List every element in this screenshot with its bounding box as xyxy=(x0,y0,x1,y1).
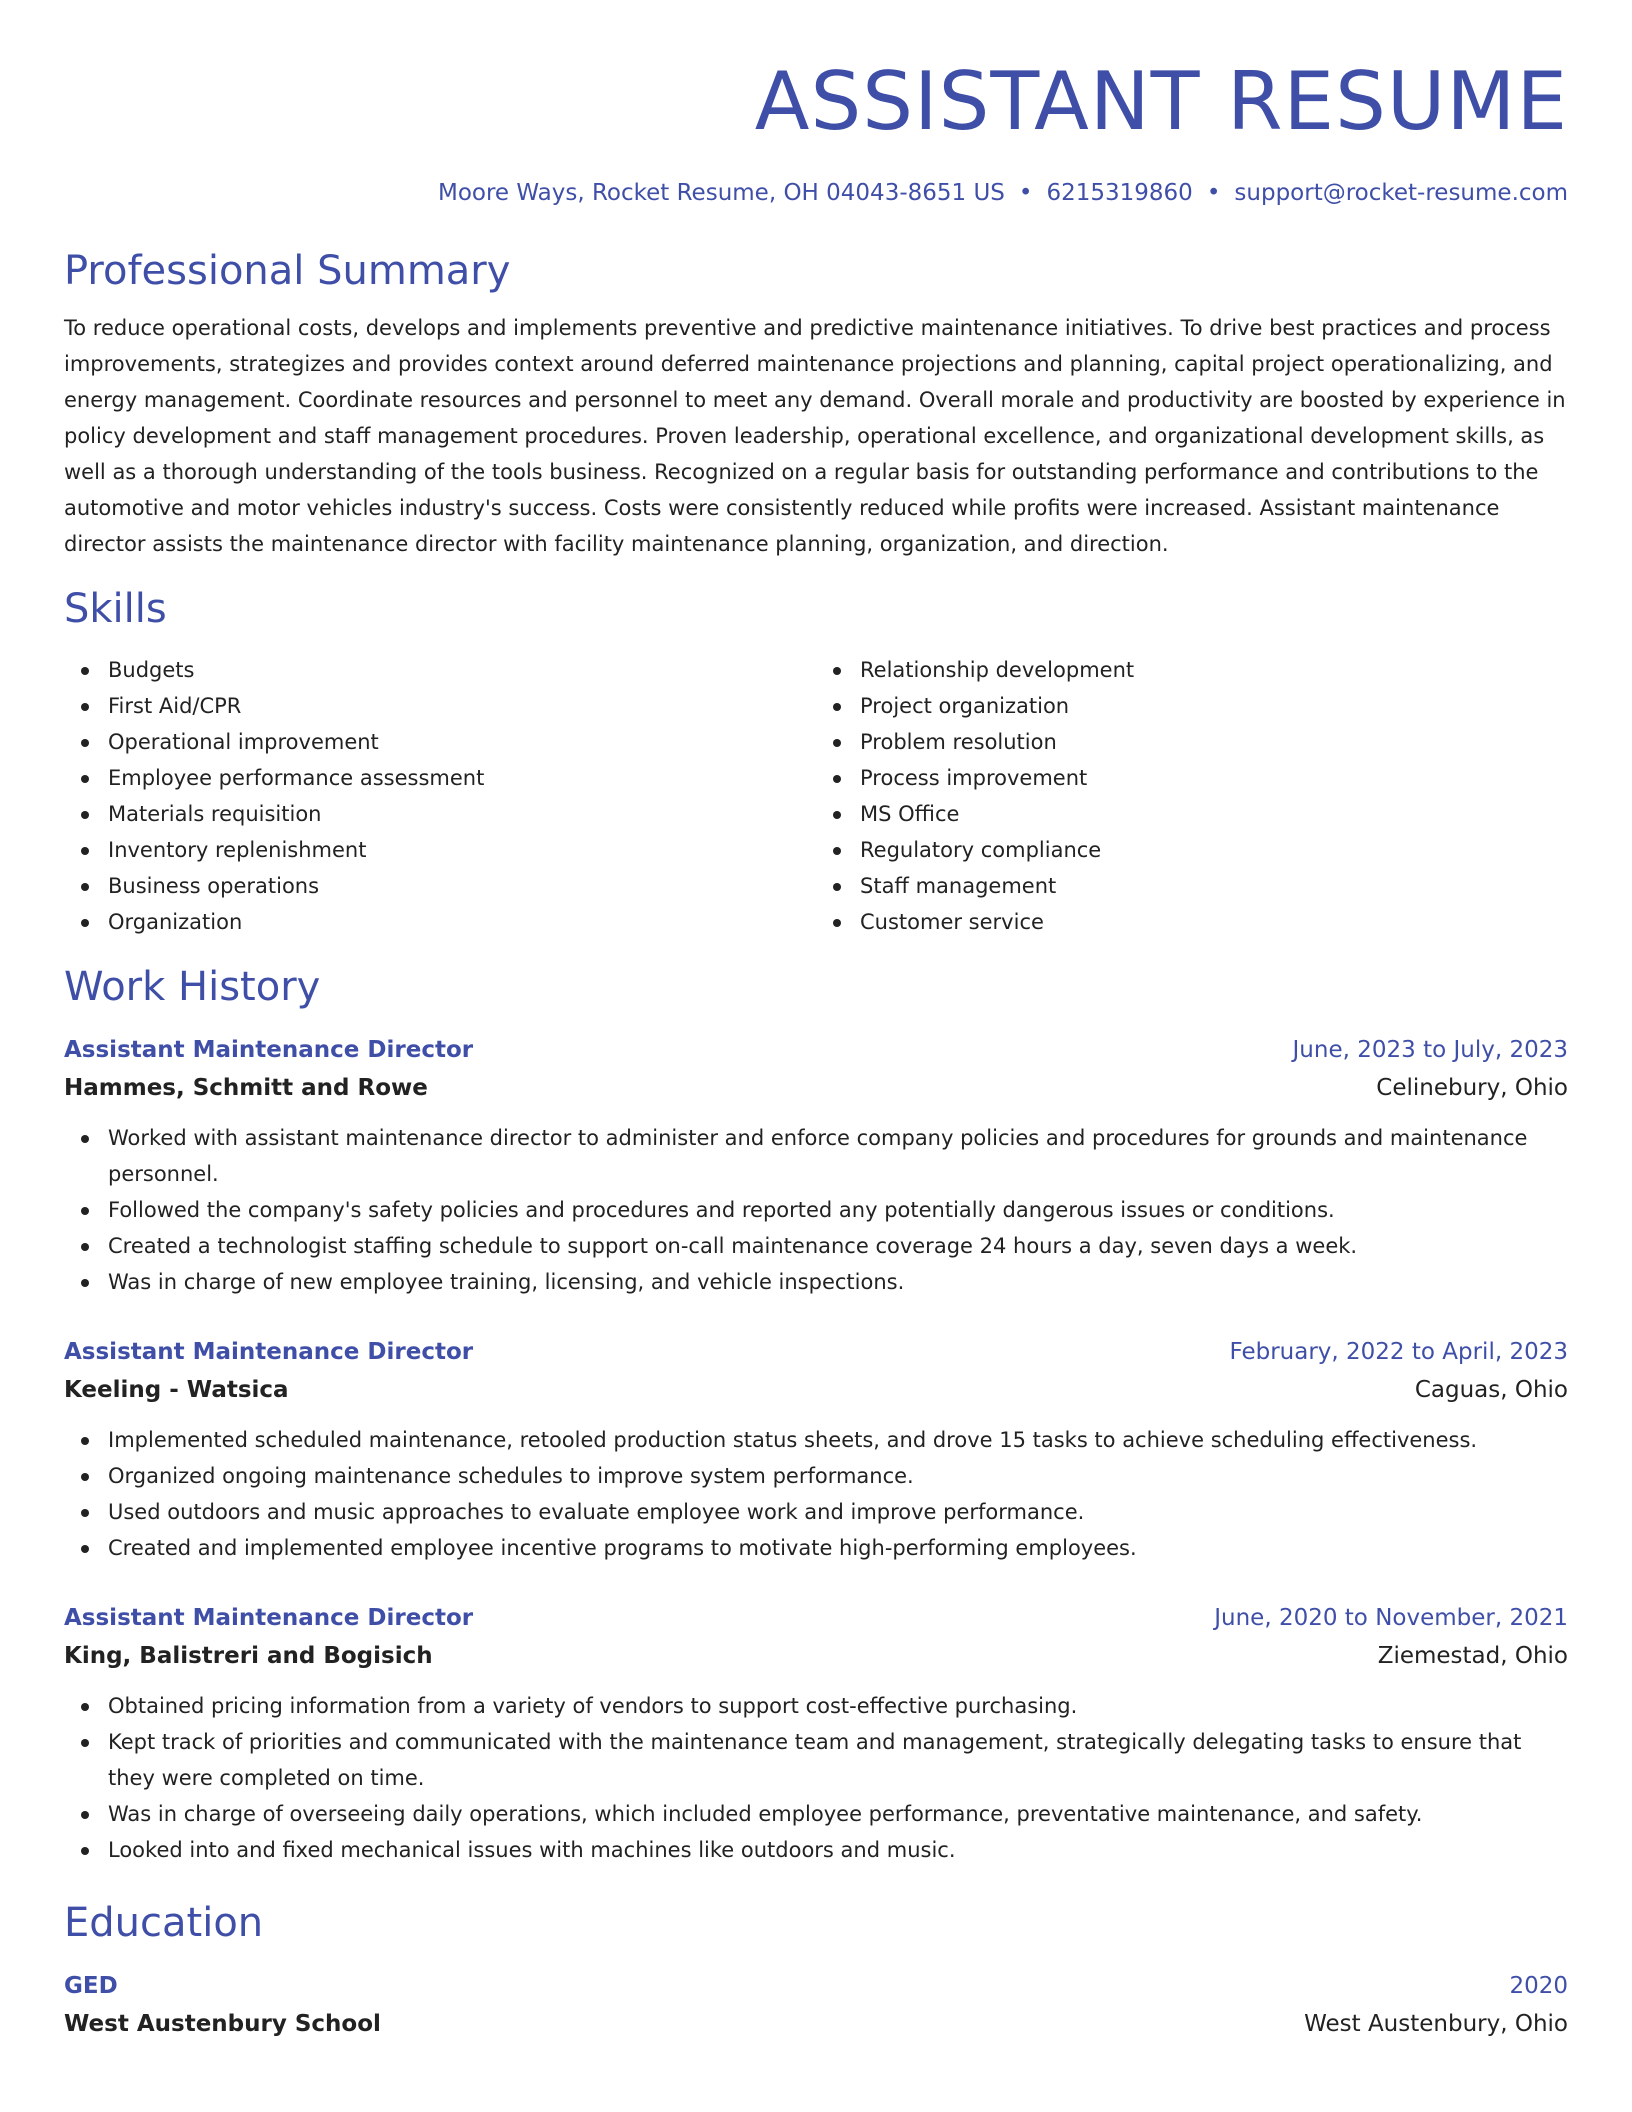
job-title-row xyxy=(64,1334,1568,1370)
job-dates: February, 2022 to April, 2023 xyxy=(1229,1339,1568,1365)
job-entry xyxy=(64,1334,1568,1566)
job-company: King, Balistreri and Bogisich xyxy=(64,1643,433,1669)
job-entry xyxy=(64,1600,1568,1868)
education-location: West Austenbury, Ohio xyxy=(1304,2011,1568,2037)
duty-item: Created a technologist staffing schedule to support on-call maintenance coverage 24 hours a day, seven days a week. xyxy=(108,1228,1568,1264)
skills-right-column xyxy=(816,652,1568,940)
duty-item: Used outdoors and music approaches to evaluate employee work and improve performance. xyxy=(108,1494,1568,1530)
skill-item: Organization xyxy=(108,904,816,940)
job-title-row xyxy=(64,1600,1568,1636)
contact-address: Moore Ways, Rocket Resume, OH 04043-8651 US xyxy=(437,180,1005,206)
duty-item: Was in charge of overseeing daily operations, which included employee performance, preventative maintenance, and safety. xyxy=(108,1796,1568,1832)
duty-item: Looked into and fixed mechanical issues with machines like outdoors and music. xyxy=(108,1832,1568,1868)
education-entry xyxy=(64,1968,1568,2044)
contact-phone: 6215319860 xyxy=(1046,180,1193,206)
job-company-row xyxy=(64,1068,1568,1108)
skills-grid xyxy=(64,652,1568,940)
education-heading: Education xyxy=(64,1900,264,1946)
skills-left-column xyxy=(64,652,816,940)
summary-text: To reduce operational costs, develops and implements preventive and predictive maintenance initiatives. To drive best practices and process improvements, strategizes and provides context around deferred maintenance projections and planning, capital project operationalizing, and energy management. Coordinate resources and personnel to meet any demand. Overall morale and productivity are boosted by experience in policy development and staff management procedures. Proven leadership, operational excellence, and organizational development skills, as well as a thorough understanding of the tools business. Recognized on a regular basis for outstanding performance and contributions to the automotive and motor vehicles industry's success. Costs were consistently reduced while profits were increased. Assistant maintenance director assists the maintenance director with facility maintenance planning, organization, and direction. xyxy=(64,316,1566,556)
duty-item: Was in charge of new employee training, licensing, and vehicle inspections. xyxy=(108,1264,1568,1300)
skill-item: Staff management xyxy=(860,868,1568,904)
job-company-row xyxy=(64,1370,1568,1410)
education-school-row xyxy=(64,2004,1568,2044)
contact-separator: • xyxy=(1018,180,1033,206)
resume-header xyxy=(64,0,1568,208)
job-company-row xyxy=(64,1636,1568,1676)
summary-heading: Professional Summary xyxy=(64,248,511,294)
resume-title: ASSISTANT RESUME xyxy=(754,55,1568,148)
education-degree-row xyxy=(64,1968,1568,2004)
job-title: Assistant Maintenance Director xyxy=(64,1605,474,1631)
skill-item: Customer service xyxy=(860,904,1568,940)
duty-item: Created and implemented employee incentive programs to motivate high-performing employees. xyxy=(108,1530,1568,1566)
job-duties xyxy=(64,1120,1568,1300)
education-school: West Austenbury School xyxy=(64,2011,381,2037)
skill-item: Process improvement xyxy=(860,760,1568,796)
skills-heading: Skills xyxy=(64,586,167,632)
job-duties xyxy=(64,1688,1568,1868)
skills-section xyxy=(64,584,1568,940)
duty-item: Kept track of priorities and communicated with the maintenance team and management, strategically delegating tasks to ensure that they were completed on time. xyxy=(108,1724,1568,1796)
education-year: 2020 xyxy=(1509,1973,1568,1999)
job-company: Hammes, Schmitt and Rowe xyxy=(64,1075,428,1101)
job-location: Caguas, Ohio xyxy=(1414,1377,1568,1403)
skill-item: Inventory replenishment xyxy=(108,832,816,868)
job-location: Celinebury, Ohio xyxy=(1376,1075,1568,1101)
job-duties xyxy=(64,1422,1568,1566)
duty-item: Worked with assistant maintenance director to administer and enforce company policies and procedures for grounds and maintenance personnel. xyxy=(108,1120,1568,1192)
job-dates: June, 2023 to July, 2023 xyxy=(1292,1037,1568,1063)
job-entry xyxy=(64,1032,1568,1300)
duty-item: Followed the company's safety policies and procedures and reported any potentially dangerous issues or conditions. xyxy=(108,1192,1568,1228)
skill-item: Business operations xyxy=(108,868,816,904)
skill-item: Problem resolution xyxy=(860,724,1568,760)
duty-item: Obtained pricing information from a variety of vendors to support cost-effective purchasing. xyxy=(108,1688,1568,1724)
duty-item: Organized ongoing maintenance schedules to improve system performance. xyxy=(108,1458,1568,1494)
education-section xyxy=(64,1898,1568,2044)
job-title-row xyxy=(64,1032,1568,1068)
skill-item: Materials requisition xyxy=(108,796,816,832)
skill-item: Regulatory compliance xyxy=(860,832,1568,868)
skill-item: First Aid/CPR xyxy=(108,688,816,724)
skill-item: Relationship development xyxy=(860,652,1568,688)
work-history-section xyxy=(64,962,1568,1868)
job-title: Assistant Maintenance Director xyxy=(64,1037,474,1063)
skill-item: Operational improvement xyxy=(108,724,816,760)
contact-email: support@rocket-resume.com xyxy=(1234,180,1568,206)
job-title: Assistant Maintenance Director xyxy=(64,1339,474,1365)
job-company: Keeling - Watsica xyxy=(64,1377,289,1403)
work-history-heading: Work History xyxy=(64,964,321,1010)
skill-item: Project organization xyxy=(860,688,1568,724)
summary-section xyxy=(64,246,1568,562)
education-degree: GED xyxy=(64,1973,118,1999)
skill-item: Employee performance assessment xyxy=(108,760,816,796)
skill-item: MS Office xyxy=(860,796,1568,832)
duty-item: Implemented scheduled maintenance, retooled production status sheets, and drove 15 tasks to achieve scheduling effectiveness. xyxy=(108,1422,1568,1458)
contact-line xyxy=(64,178,1568,208)
job-dates: June, 2020 to November, 2021 xyxy=(1214,1605,1568,1631)
skill-item: Budgets xyxy=(108,652,816,688)
job-location: Ziemestad, Ohio xyxy=(1377,1643,1568,1669)
contact-separator: • xyxy=(1206,180,1221,206)
